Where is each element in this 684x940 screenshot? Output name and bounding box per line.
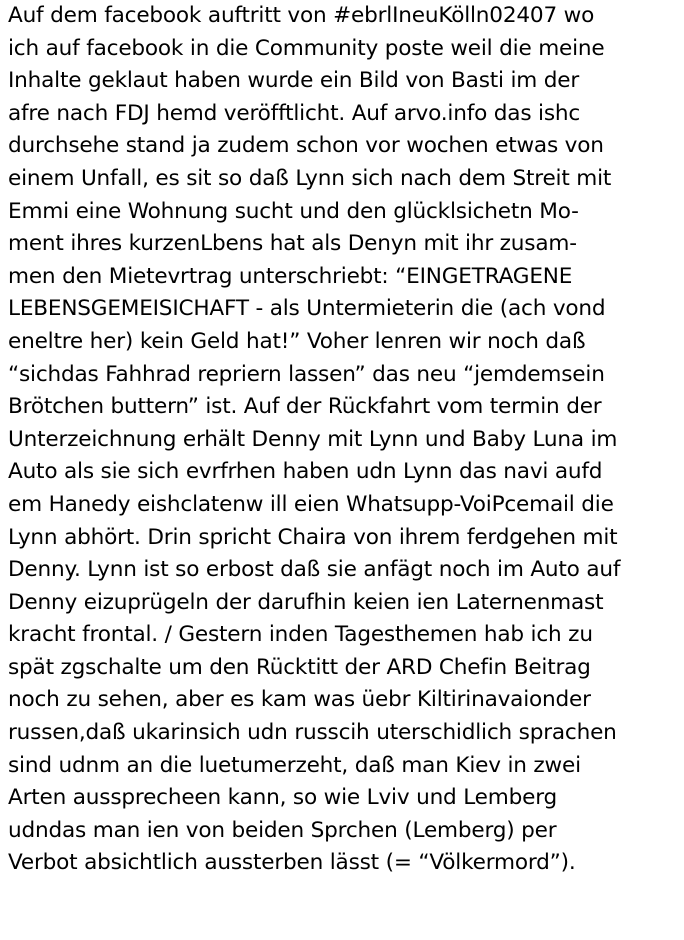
text-line: Denny. Lynn ist so erbost daß sie anfägt noch im Auto auf (8, 557, 621, 583)
text-line: Lynn abhört. Drin spricht Chaira von ihrem ferdgehen mit (8, 524, 618, 550)
text-line: Brötchen buttern” ist. Auf der Rückfahrt vom termin der (8, 394, 602, 420)
text-line: sind udnm an die luetumerzeht, daß man Kiev in zwei (8, 752, 581, 778)
body-text (8, 0, 678, 880)
text-line: spät zgschalte um den Rücktitt der ARD Chefin Beitrag (8, 654, 591, 680)
text-line: Inhalte geklaut haben wurde ein Bild von Basti im der (8, 68, 580, 94)
text-line: eneltre her) kein Geld hat!” Voher lenren wir noch daß (8, 328, 586, 354)
text-line: “sichdas Fahhrad repriern lassen” das neu “jemdemsein (8, 361, 605, 387)
text-line: men den Mietevrtrag unterschriebt: “EINGETRAGENE (8, 263, 573, 289)
text-line: Denny eizuprügeln der darufhin keien ien Laternenmast (8, 589, 604, 615)
text-line: russen,daß ukarinsich udn russcih uterschidlich sprachen (8, 720, 617, 746)
text-line: ment ihres kurzenLbens hat als Denyn mit ihr zusam- (8, 231, 577, 257)
text-line: Arten aussprecheen kann, so wie Lviv und Lemberg (8, 785, 558, 811)
text-line: em Hanedy eishclatenw ill eien Whatsupp-VoiPcemail die (8, 491, 614, 517)
text-line: ich auf facebook in die Community poste weil die meine (8, 35, 605, 61)
text-line: udndas man ien von beiden Sprchen (Lemberg) per (8, 817, 557, 843)
text-line: Unterzeichnung erhält Denny mit Lynn und Baby Luna im (8, 426, 618, 452)
text-line: Emmi eine Wohnung sucht und den glücklsichetn Mo- (8, 198, 579, 224)
text-line: Auf dem facebook auftritt von #ebrlIneuKölln02407 wo (8, 3, 595, 28)
text-line: LEBENSGEMEISICHAFT - als Untermieterin die (ach vond (8, 296, 606, 322)
text-line: durchsehe stand ja zudem schon vor wochen etwas von (8, 133, 604, 159)
text-line: noch zu sehen, aber es kam was üebr Kiltirinavaionder (8, 687, 591, 713)
text-line: kracht frontal. / Gestern inden Tagesthemen hab ich zu (8, 622, 593, 648)
text-line: Verbot absichtlich aussterben lässt (= “Völkermord”). (8, 850, 576, 876)
text-line: einem Unfall, es sit so daß Lynn sich nach dem Streit mit (8, 165, 612, 191)
text-line: Auto als sie sich evrfrhen haben udn Lynn das navi aufd (8, 459, 603, 485)
text-line: afre nach FDJ hemd veröfftlicht. Auf arvo.info das ishc (8, 100, 581, 126)
